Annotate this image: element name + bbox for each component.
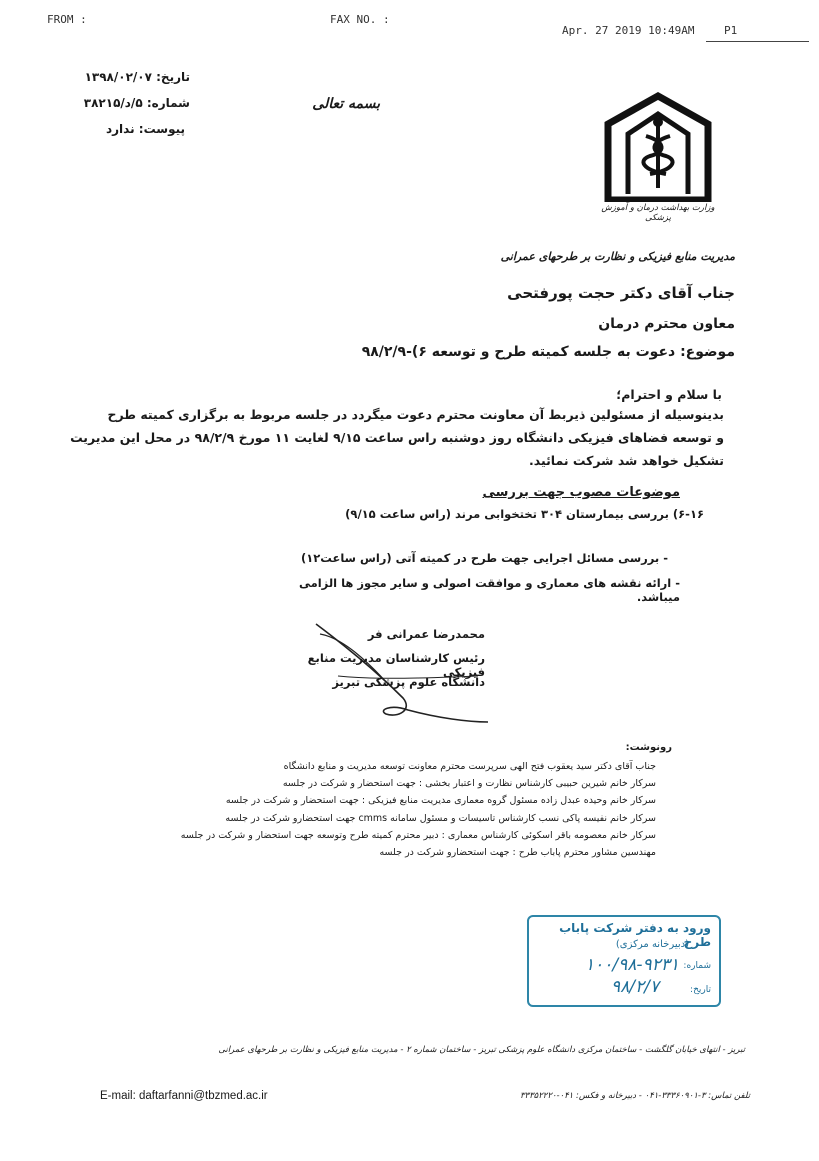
letter-body: [60, 403, 724, 472]
footer-phone: تلفن تماس: ۳-۳۳۳۶۰۹۰۱-۰۴۱ - دبیرخانه و فکس: ۰۴۱-۳۳۳۵۲۲۲۰: [519, 1091, 750, 1101]
signatory-name: محمدرضا عمرانی فر: [367, 627, 485, 641]
logo-caption: وزارت بهداشت درمان و آموزش پزشکی: [601, 203, 715, 223]
signatory-title: رئیس کارشناسان مدیریت منابع فیزیکی: [307, 651, 485, 679]
fax-header-rule: [706, 41, 809, 42]
topic-item: - ارائه نقشه های معماری و موافقت اصولی و سایر مجوز ها الزامی میباشد.: [298, 576, 680, 604]
fax-number-label: FAX NO. :: [330, 13, 390, 26]
topic-item: ۶-۱۶) بررسی بیمارستان ۳۰۴ تختخوابی مرند (راس ساعت ۹/۱۵): [345, 507, 704, 521]
stamp-date-value: ۹۸/۲/۷: [611, 977, 659, 997]
basmala: بسمه تعالی: [312, 96, 380, 112]
fax-page: P1: [724, 24, 738, 37]
letter-number: [70, 96, 190, 110]
topic-item: - بررسی مسائل اجرایی جهت طرح در کمیته آتی (راس ساعت۱۲): [300, 551, 668, 565]
stamp-title: ورود به دفتر شرکت پاباب طرح: [559, 921, 711, 949]
subject-text: دعوت به جلسه کمیته طرح و توسعه ۶)-۹۸/۲/۹: [361, 344, 676, 360]
stamp-number-label: شماره:: [683, 961, 711, 971]
stamp-subtitle: (دبیرخانه مرکزی): [615, 939, 689, 950]
cc-line: سرکار خانم معصومه باقر اسکوئی کارشناس معماری : دبیر محترم کمیته طرح وتوسعه جهت استحضار و شرکت در جلسه: [180, 829, 656, 841]
date-value: ۱۳۹۸/۰۲/۰۷: [84, 70, 152, 84]
number-label: شماره:: [146, 96, 190, 110]
cc-line: سرکار خانم نفیسه پاکی نسب کارشناس تاسیسات و مسئول سامانه cmms جهت استحضارو شرکت در جلسه: [225, 812, 656, 824]
email-label: E-mail:: [100, 1090, 136, 1102]
body-line: بدینوسیله از مسئولین ذیربط آن معاونت محترم دعوت میگردد در جلسه مربوط به برگزاری کمیته طرح: [107, 407, 724, 422]
attachment-label: پیوست:: [138, 122, 185, 136]
fax-from-label: FROM :: [47, 13, 87, 26]
stamp-number-value: ۱۰۰/۹۸-۹۲۳۱: [584, 955, 679, 975]
cc-line: جناب آقای دکتر سید یعقوب فتح الهی سرپرست محترم معاونت توسعه مدیریت و منابع دانشگاه: [283, 761, 656, 772]
email-value: daftarfanni@tbzmed.ac.ir: [138, 1090, 268, 1102]
number-value: ۵/د/۳۸۲۱۵: [83, 96, 143, 110]
ministry-logo-icon: [604, 92, 712, 202]
letter-date: [70, 70, 190, 84]
topics-heading: موضوعات مصوب جهت بررسی: [482, 485, 680, 500]
stamp-date-label: تاریخ:: [690, 985, 711, 995]
cc-heading: رونوشت:: [625, 742, 672, 753]
cc-line: سرکار خانم شیرین حبیبی کارشناس نظارت و اعتبار بخشی : جهت استحضار و شرکت در جلسه: [282, 778, 656, 790]
greeting: با سلام و احترام؛: [616, 387, 722, 402]
footer-email: [100, 1090, 268, 1102]
cc-line: سرکار خانم وحیده عبدل زاده مسئول گروه معماری مدیریت منابع فیزیکی : جهت استحضار و شرکت در جلسه: [225, 795, 656, 807]
fax-datetime: Apr. 27 2019 10:49AM: [562, 24, 695, 37]
recipient-title: معاون محترم درمان: [598, 316, 735, 332]
recipient-name: جناب آقای دکتر حجت پورفتحی: [507, 284, 735, 302]
date-label: تاریخ:: [156, 70, 190, 84]
subject-label: موضوع:: [680, 344, 735, 360]
letter-subject: [300, 344, 735, 360]
attachment-value: ندارد: [105, 122, 135, 136]
cc-line: مهندسین مشاور محترم پاباب طرح : جهت استحضارو شرکت در جلسه: [379, 847, 656, 859]
cc-list: [150, 758, 656, 861]
footer-address: تبریز - انتهای خیابان گلگشت - ساختمان مرکزی دانشگاه علوم پزشکی تبریز - ساختمان شماره ۲ - مدیریت منابع فیزیکی و نظارت بر طرحهای عمرانی: [218, 1045, 745, 1055]
body-line: تشکیل خواهد شد شرکت نمائید.: [529, 453, 724, 468]
letter-attachment: [70, 122, 185, 136]
signatory-org: دانشگاه علوم پزشکی تبریز: [332, 675, 485, 689]
department-name: مدیریت منابع فیزیکی و نظارت بر طرحهای عمرانی: [500, 250, 735, 263]
body-line: و توسعه فضاهای فیزیکی دانشگاه روز دوشنبه راس ساعت ۹/۱۵ لغایت ۱۱ مورخ ۹۸/۲/۹ در محل این مدیریت: [70, 430, 724, 445]
incoming-stamp: [527, 915, 721, 1007]
